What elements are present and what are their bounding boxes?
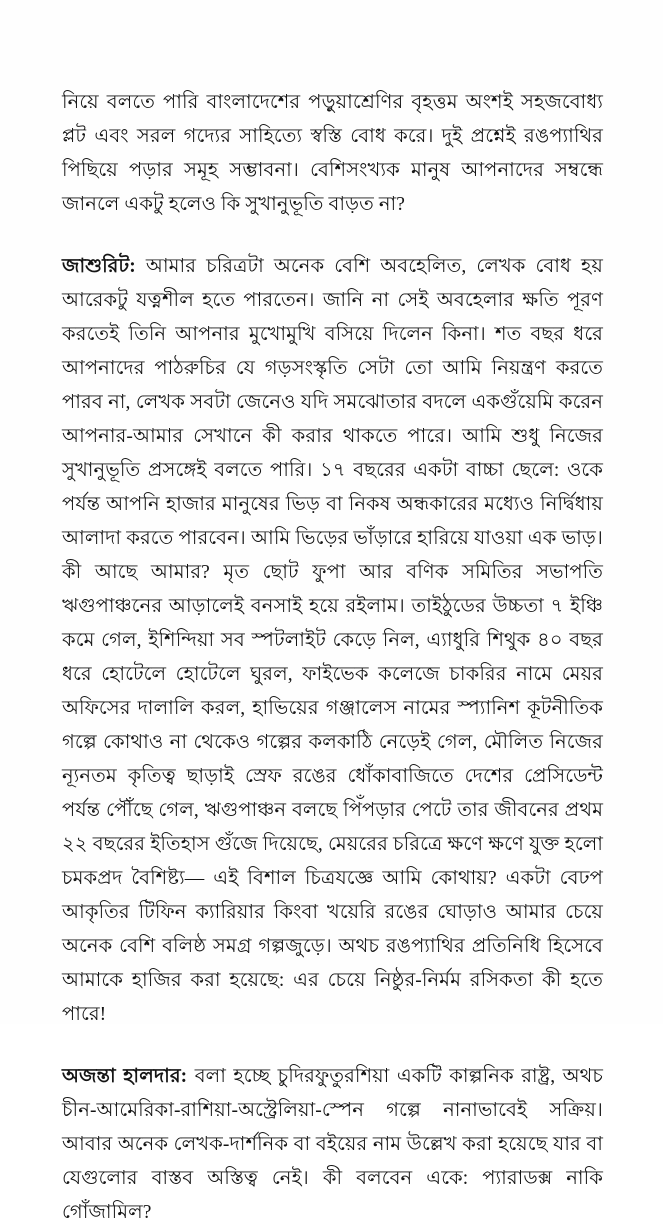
speaker-name: জাশুরিট:	[62, 256, 136, 277]
paragraph-speaker-ajanta-haldar	[62, 1060, 603, 1230]
paragraph-text: আমার চরিত্রটা অনেক বেশি অবহেলিত, লেখক বোধ হয় আরেকটু যত্নশীল হতে পারতেন। জানি না সেই অবহেলার ক্ষতি পূরণ করতেই তিনি আপনার মুখোমুখি বসিয়ে দিলেন কিনা। শত বছর ধরে আপনাদের পাঠরুচির যে গড়সংস্কৃতি সেটা তো আমি নিয়ন্ত্রণ করতে পারব না, লেখক সবটা জেনেও যদি সমঝোতার বদলে একগুঁয়েমি করেন আপনার-আমার সেখানে কী করার থাকতে পারে। আমি শুধু নিজের সুখানুভূতি প্রসঙ্গেই বলতে পারি। ১৭ বছরের একটা বাচ্চা ছেলে: ওকে পর্যন্ত আপনি হাজার মানুষের ভিড় বা নিকষ অন্ধকারের মধ্যেও নির্দ্বিধায় আলাদা করতে পারবেন। আমি ভিড়ের ভাঁড়ারে হারিয়ে যাওয়া এক ভাড়। কী আছে আমার? মৃত ছোট ফুপা আর বণিক সমিতির সভাপতি ঋগুপাঞ্চনের আড়ালেই বনসাই হয়ে রইলাম। তাইঠুডের উচ্চতা ৭ ইঞ্চি কমে গেল, ইশিন্দিয়া সব স্পটলাইট কেড়ে নিল, এ্যাধুরি শিথুক ৪০ বছর ধরে হোটেলে হোটেলে ঘুরল, ফাইভেক কলেজে চাকরির নামে মেয়র অফিসের দালালি করল, হাভিয়ের গঞ্জালেস নামের স্প্যানিশ কূটনীতিক গল্পে কোথাও না থেকেও গল্পের কলকাঠি নেড়েই গেল, মৌলিত নিজের ন্যূনতম কৃতিত্ব ছাড়াই স্রেফ রঙের ধোঁকাবাজিতে দেশের প্রেসিডেন্ট পর্যন্ত পৌঁছে গেল, ঋগুপাঞ্চন বলছে পিঁপড়ার পেটে তার জীবনের প্রথম ২২ বছরের ইতিহাস গুঁজে দিয়েছে, মেয়রের চরিত্রে ক্ষণে ক্ষণে যুক্ত হলো চমকপ্রদ বৈশিষ্ট্য— এই বিশাল চিত্রযজ্ঞে আমি কোথায়? একটা বেঢপ আকৃতির টিফিন ক্যারিয়ার কিংবা খয়েরি রঙের ঘোড়াও আমার চেয়ে অনেক বেশি বলিষ্ঠ সমগ্র গল্পজুড়ে। অথচ রঙপ্যাথির প্রতিনিধি হিসেবে আমাকে হাজির করা হয়েছে: এর চেয়ে নিষ্ঠুর-নির্মম রসিকতা কী হতে পারে!	[62, 256, 603, 1025]
paragraph-continuation	[62, 86, 603, 222]
paragraph-text: বলা হচ্ছে চুদিরফুতুরশিয়া একটি কাল্পনিক রাষ্ট্র, অথচ চীন-আমেরিকা-রাশিয়া-অস্ট্রেলিয়া-স্পেন গল্পে নানাভাবেই সক্রিয়। আবার অনেক লেখক-দার্শনিক বা বইয়ের নাম উল্লেখ করা হয়েছে যার বা যেগুলোর বাস্তব অস্তিত্ব নেই। কী বলবেন একে: প্যারাডক্স নাকি গোঁজামিল?	[62, 1066, 603, 1223]
paragraph-speaker-jashurit	[62, 250, 603, 1032]
speaker-name: অজন্তা হালদার:	[62, 1066, 188, 1087]
paragraph-text: নিয়ে বলতে পারি বাংলাদেশের পড়ুয়াশ্রেণির বৃহত্তম অংশই সহজবোধ্য প্লট এবং সরল গদ্যের সাহিত্যে স্বস্তি বোধ করে। দুই প্রশ্নেই রঙপ্যাথির পিছিয়ে পড়ার সমূহ সম্ভাবনা। বেশিসংখ্যক মানুষ আপনাদের সম্বন্ধে জানলে একটু হলেও কি সুখানুভূতি বাড়ত না?	[62, 92, 603, 215]
